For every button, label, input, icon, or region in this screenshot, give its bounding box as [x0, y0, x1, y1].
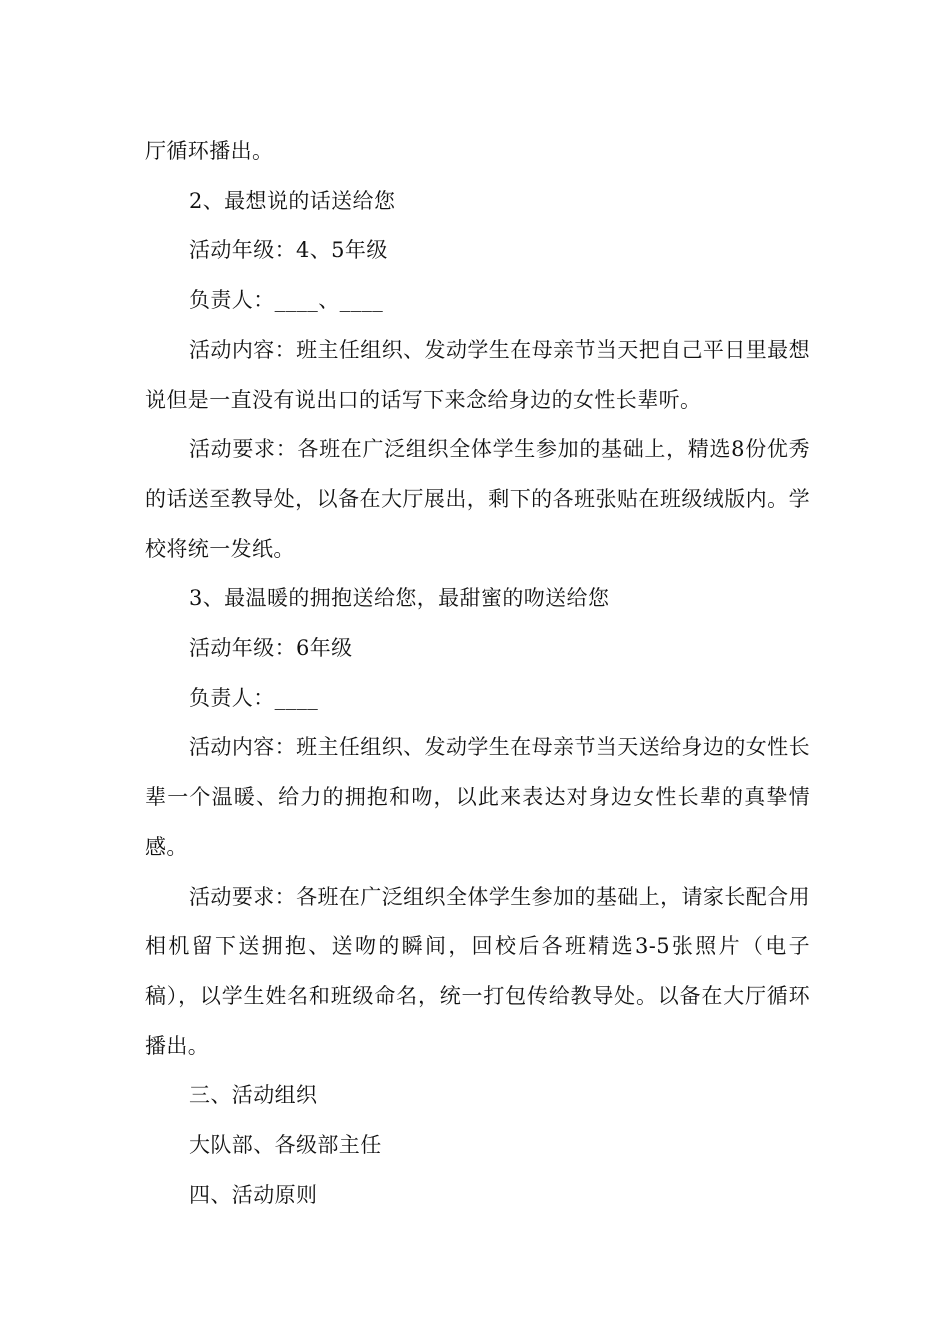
activity-requirements: 活动要求：各班在广泛组织全体学生参加的基础上，精选8份优秀的话送至教导处，以备在大厅展出，剩下的各班张贴在班级绒版内。学校将统一发纸。	[145, 437, 810, 561]
person-in-charge: 负责人：____	[189, 685, 319, 710]
section-heading-2: 2、最想说的话送给您	[189, 188, 396, 213]
person-in-charge: 负责人：____、____	[189, 288, 384, 313]
activity-requirements: 活动要求：各班在广泛组织全体学生参加的基础上，请家长配合用相机留下送拥抱、送吻的瞬间，回校后各班精选3-5张照片（电子稿），以学生姓名和班级命名，统一打包传给教导处。以备在大厅循环播出。	[145, 884, 810, 1058]
activity-content: 活动内容：班主任组织、发动学生在母亲节当天送给身边的女性长辈一个温暖、给力的拥抱和吻，以此来表达对身边女性长辈的真挚情感。	[145, 735, 810, 859]
activity-grade: 活动年级：6年级	[189, 636, 353, 661]
organization-detail: 大队部、各级部主任	[189, 1133, 382, 1158]
section-heading-3: 3、最温暖的拥抱送给您，最甜蜜的吻送给您	[189, 586, 610, 611]
activity-grade: 活动年级：4、5年级	[189, 238, 388, 263]
section-heading-organization: 三、活动组织	[189, 1083, 318, 1108]
paragraph-continuation: 厅循环播出。	[145, 139, 274, 163]
document-body	[145, 127, 810, 1220]
activity-content: 活动内容：班主任组织、发动学生在母亲节当天把自己平日里最想说但是一直没有说出口的话写下来念给身边的女性长辈听。	[145, 337, 810, 412]
section-heading-principles: 四、活动原则	[189, 1182, 318, 1207]
